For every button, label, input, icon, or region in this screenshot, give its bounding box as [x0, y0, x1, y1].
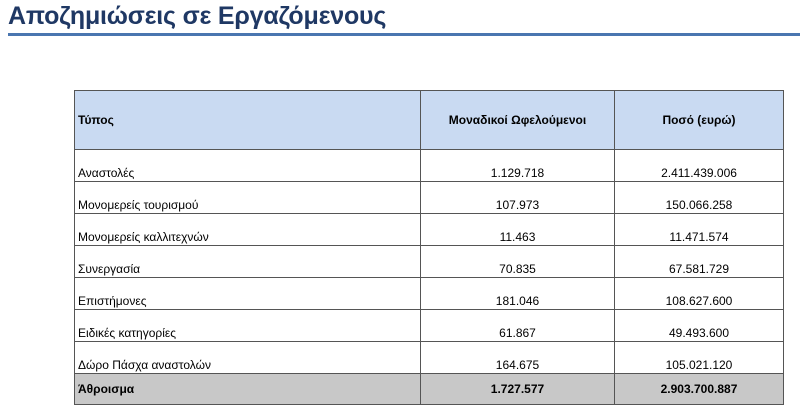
row-type: Δώρο Πάσχα αναστολών: [75, 342, 421, 374]
row-amount: 67.581.729: [615, 246, 784, 278]
total-amount: 2.903.700.887: [615, 374, 784, 405]
table-row: [75, 182, 784, 214]
row-beneficiaries: 61.867: [421, 310, 615, 342]
table-row: [75, 214, 784, 246]
title-underline: [8, 33, 800, 36]
row-beneficiaries: 11.463: [421, 214, 615, 246]
row-beneficiaries: 181.046: [421, 278, 615, 310]
row-amount: 108.627.600: [615, 278, 784, 310]
total-label: Άθροισμα: [75, 374, 421, 405]
compensation-table: [74, 90, 784, 405]
header-type: Τύπος: [75, 91, 421, 150]
row-beneficiaries: 1.129.718: [421, 150, 615, 182]
row-beneficiaries: 164.675: [421, 342, 615, 374]
header-amount: Ποσό (ευρώ): [615, 91, 784, 150]
row-type: Αναστολές: [75, 150, 421, 182]
row-amount: 105.021.120: [615, 342, 784, 374]
total-row: [75, 374, 784, 405]
row-type: Επιστήμονες: [75, 278, 421, 310]
page-title: Αποζημιώσεις σε Εργαζόμενους: [8, 2, 387, 30]
row-amount: 2.411.439.006: [615, 150, 784, 182]
row-amount: 49.493.600: [615, 310, 784, 342]
row-type: Μονομερείς καλλιτεχνών: [75, 214, 421, 246]
row-amount: 11.471.574: [615, 214, 784, 246]
table-row: [75, 278, 784, 310]
row-type: Μονομερείς τουρισμού: [75, 182, 421, 214]
table-row: [75, 246, 784, 278]
table-header-row: [75, 91, 784, 150]
row-amount: 150.066.258: [615, 182, 784, 214]
table-row: [75, 150, 784, 182]
row-type: Ειδικές κατηγορίες: [75, 310, 421, 342]
row-type: Συνεργασία: [75, 246, 421, 278]
header-beneficiaries: Μοναδικοί Ωφελούμενοι: [421, 91, 615, 150]
total-beneficiaries: 1.727.577: [421, 374, 615, 405]
table-row: [75, 310, 784, 342]
row-beneficiaries: 70.835: [421, 246, 615, 278]
row-beneficiaries: 107.973: [421, 182, 615, 214]
table-row: [75, 342, 784, 374]
